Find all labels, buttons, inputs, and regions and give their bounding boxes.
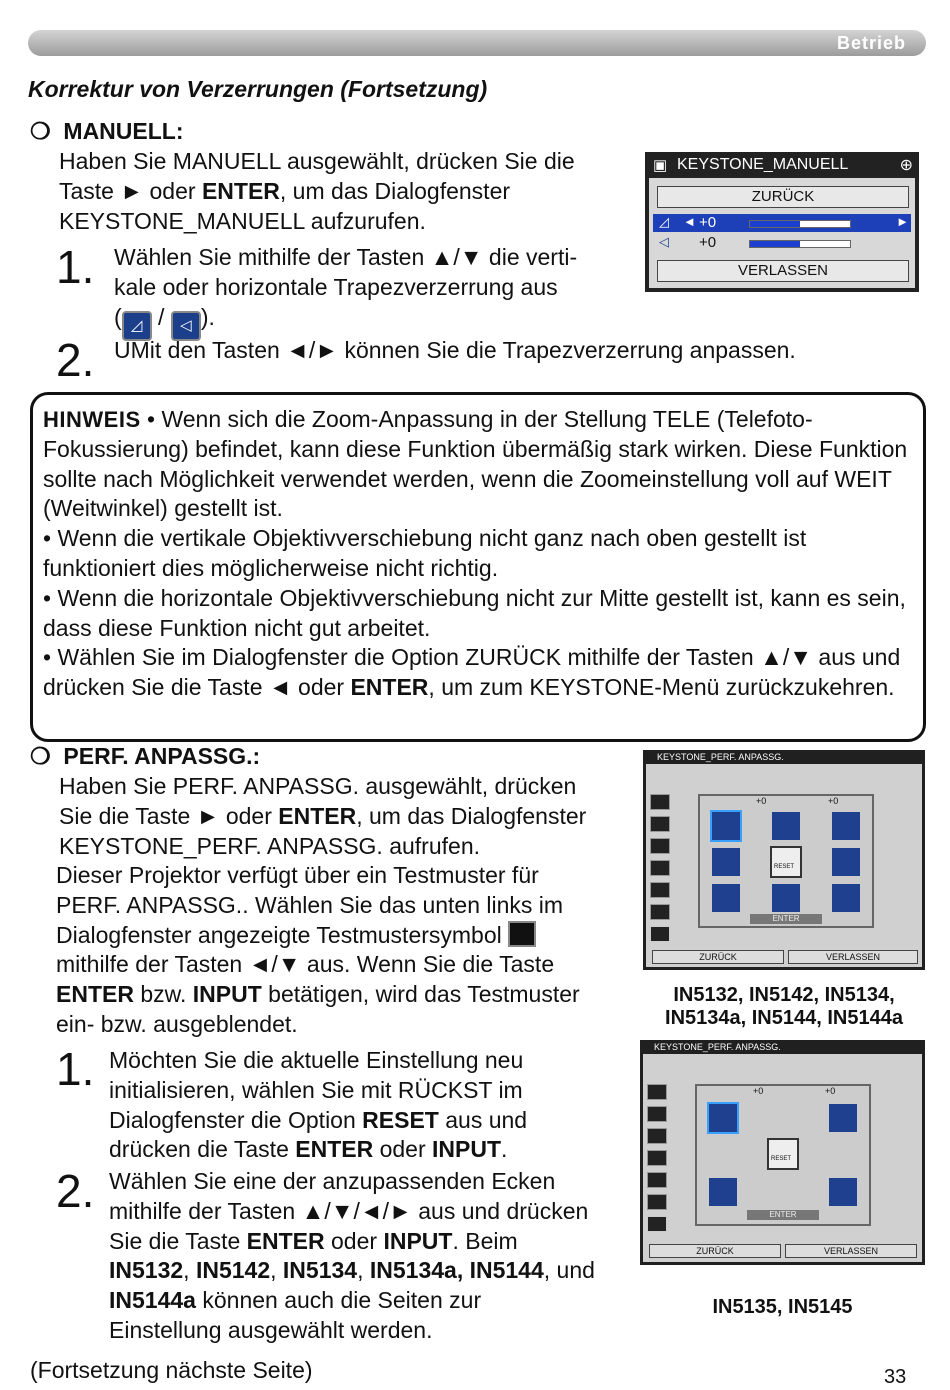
perf-step-1: Möchten Sie die aktuelle Einstellung neu initialisieren, wählen Sie mit RÜCKST im Dialogfenster die Option RESET aus und drücken die Taste ENTER oder INPUT. — [109, 1047, 528, 1163]
side-left-button[interactable] — [710, 846, 742, 878]
back-button[interactable]: ZURÜCK — [649, 1244, 781, 1258]
reset-button[interactable]: RESET — [767, 1138, 799, 1170]
corner-bottom-left-button[interactable] — [710, 882, 742, 914]
corner-top-right-button[interactable] — [827, 1102, 859, 1134]
note-item: • Wenn die vertikale Objektivverschiebung nicht ganz nach oben gestellt ist funktioniert dies möglicherweise nicht richtig. — [43, 525, 807, 581]
vertical-keystone-icon: ◿ — [122, 311, 152, 341]
note-item: • Wenn die horizontale Objektivverschiebung nicht zur Mitte gestellt ist, kann es sein, dass diese Funktion nicht gut arbeitet. — [43, 584, 906, 641]
corner-top-left-button[interactable] — [710, 810, 742, 842]
dialog-title: KEYSTONE_MANUELL — [677, 156, 849, 173]
corner-top-right-button[interactable] — [830, 810, 862, 842]
horizontal-keystone-icon: ◁ — [659, 234, 669, 249]
header-bar — [28, 30, 926, 56]
settings-icon: ⊕ — [899, 157, 913, 174]
side-icons — [650, 794, 670, 948]
corner-top-left-button[interactable] — [707, 1102, 739, 1134]
keystone-manual-dialog — [645, 152, 919, 292]
side-icons — [647, 1084, 667, 1238]
exit-button[interactable]: VERLASSEN — [657, 260, 909, 282]
back-button[interactable]: ZURÜCK — [652, 950, 784, 964]
test-pattern-icon — [508, 921, 536, 947]
section-label: Betrieb — [836, 33, 906, 53]
exit-button[interactable]: VERLASSEN — [785, 1244, 917, 1258]
circle-bullet-icon: ❍ — [30, 118, 51, 144]
perf-step-2: Wählen Sie eine der anzupassenden Ecken mithilfe der Tasten ▲/▼/◄/► aus und drücken Sie die Taste ENTER oder INPUT. Beim IN5132, IN5142, IN5134, IN5134a, IN5144, und IN5144a können auch die Seiten zur Einstellung ausgewählt werden. — [109, 1168, 595, 1343]
screen-2-caption: IN5135, IN5145 — [712, 1296, 853, 1318]
dialog-title: KEYSTONE_PERF. ANPASSG. — [657, 752, 784, 762]
back-button[interactable]: ZURÜCK — [657, 186, 909, 208]
continued-note: (Fortsetzung nächste Seite) — [30, 1357, 313, 1383]
corner-bottom-right-button[interactable] — [827, 1176, 859, 1208]
step-number: 2. — [56, 334, 95, 386]
perf-intro: Haben Sie PERF. ANPASSG. ausgewählt, drücken Sie die Taste ► oder ENTER, um das Dialogfenster KEYSTONE_PERF. ANPASSG. aufrufen. — [59, 773, 587, 859]
page-title: Korrektur von Verzerrungen (Fortsetzung) — [28, 76, 488, 102]
manuell-step-2: UMit den Tasten ◄/► können Sie die Trapezverzerrung anpassen. — [114, 337, 796, 363]
vertical-keystone-slider[interactable] — [749, 220, 851, 228]
corner-grid: +0 +0 RESET ENTER — [695, 1084, 871, 1226]
manuell-heading: ❍ MANUELL: — [30, 118, 184, 144]
manuell-intro: Haben Sie MANUELL ausgewählt, drücken Sie die Taste ► oder ENTER, um das Dialogfenster KEYSTONE_MANUELL aufzurufen. — [59, 148, 575, 234]
note-label: HINWEIS — [43, 407, 141, 432]
side-right-button[interactable] — [830, 846, 862, 878]
enter-hint: ENTER — [750, 914, 822, 924]
horizontal-keystone-row[interactable]: ◁ +0 — [653, 234, 911, 252]
note-item: • Wählen Sie im Dialogfenster die Option ZURÜCK mithilfe der Tasten ▲/▼ aus und drücken Sie die Taste ◄ oder ENTER, um zum KEYSTONE-Menü zurückzukehren. — [43, 644, 901, 701]
corner-bottom-right-button[interactable] — [830, 882, 862, 914]
horizontal-keystone-slider[interactable] — [749, 240, 851, 248]
page-number: 33 — [884, 1366, 907, 1388]
perf-dialog-screen-2 — [640, 1040, 925, 1265]
step-number: 1. — [56, 241, 95, 293]
circle-bullet-icon: ❍ — [30, 743, 51, 769]
exit-button[interactable]: VERLASSEN — [788, 950, 918, 964]
keystone-icon: ▣ — [653, 157, 668, 174]
perf-heading: ❍ PERF. ANPASSG.: — [30, 743, 261, 769]
manuell-step-1: Wählen Sie mithilfe der Tasten ▲/▼ die verti- kale oder horizontale Trapezverzerrung aus ( ◿ / ◁ ). — [114, 243, 634, 341]
dialog-title: KEYSTONE_PERF. ANPASSG. — [654, 1042, 781, 1052]
side-bottom-button[interactable] — [770, 882, 802, 914]
vertical-keystone-icon: ◿ — [659, 214, 669, 229]
perf-dialog-screen-1 — [643, 750, 925, 970]
vertical-keystone-row[interactable]: ◿ ◄ +0 ► — [653, 214, 911, 232]
screen-1-caption: IN5132, IN5142, IN5134, IN5134a, IN5144, IN5144a — [665, 984, 903, 1029]
corner-bottom-left-button[interactable] — [707, 1176, 739, 1208]
arrow-right-icon: ► — [896, 214, 909, 229]
step-number: 1. — [56, 1043, 95, 1095]
note-box: HINWEIS • Wenn sich die Zoom-Anpassung in der Stellung TELE (Telefoto-Fokussierung) befindet, kann diese Funktion übermäßig stark wirken. Diese Funktion sollte nach Möglichkeit verwendet werden, wenn die Zoomeinstellung voll auf WEIT (Weitwinkel) gestellt ist. • Wenn die vertikale Objektivverschiebung nicht ganz nach oben gestellt ist funktioniert dies möglicherweise nicht richtig. • Wenn die horizontale Objektivverschiebung nicht zur Mitte gestellt ist, kann es sein, dass diese Funktion nicht gut arbeitet. • Wählen Sie im Dialogfenster die Option ZURÜCK mithilfe der Tasten ▲/▼ aus und drücken Sie die Taste ◄ oder ENTER, um zum KEYSTONE-Menü zurückzukehren. — [30, 392, 926, 742]
step-number: 2. — [56, 1165, 95, 1217]
corner-grid: +0 +0 RESET ENTER — [698, 794, 874, 928]
side-top-button[interactable] — [770, 810, 802, 842]
perf-description: Dieser Projektor verfügt über ein Testmuster für PERF. ANPASSG.. Wählen Sie das unten links im Dialogfenster angezeigte Testmustersymbol mithilfe der Tasten ◄/▼ aus. Wenn Sie die Taste ENTER bzw. INPUT betätigen, wird das Testmuster ein- bzw. ausgeblendet. — [56, 862, 580, 1037]
reset-button[interactable]: RESET — [770, 846, 802, 878]
enter-hint: ENTER — [747, 1210, 819, 1220]
horizontal-keystone-icon: ◁ — [171, 311, 201, 341]
